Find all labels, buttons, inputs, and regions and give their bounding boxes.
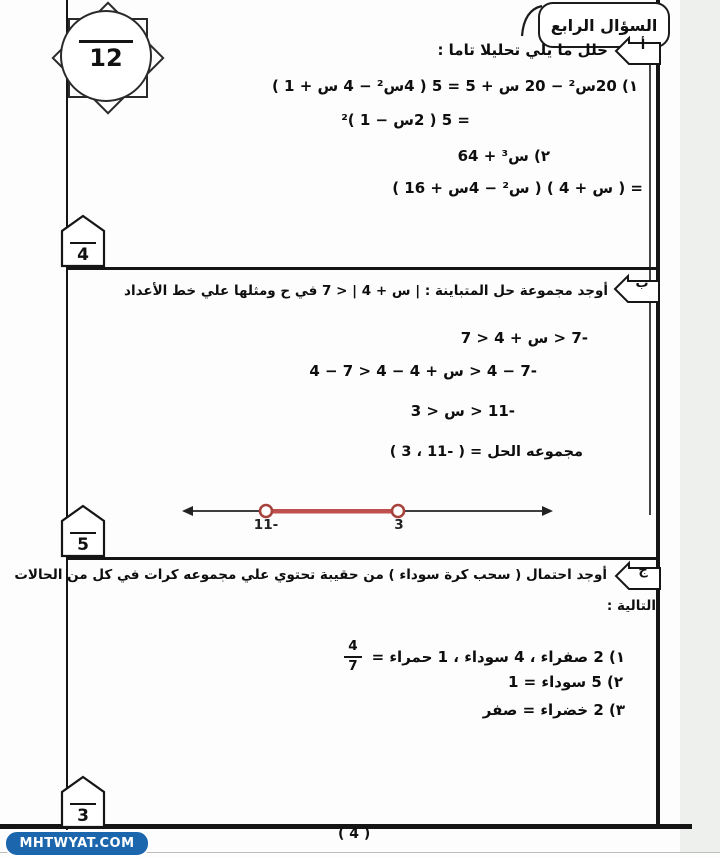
number-line-label-left: -11 bbox=[253, 517, 279, 533]
part-c-prompt-line1: أوجد احتمال ( سحب كرة سوداء ) من حقيبة تحتوي علي مجموعه كرات في كل من الحالات bbox=[14, 567, 607, 583]
section-divider-2 bbox=[66, 557, 658, 560]
probability-item-1 bbox=[334, 636, 625, 678]
page-number: ( 4 ) bbox=[338, 826, 371, 842]
fraction-numerator: 4 bbox=[344, 639, 361, 658]
part-a-score-marker bbox=[60, 214, 106, 268]
watermark-badge bbox=[4, 830, 150, 857]
part-c-label: ج bbox=[638, 563, 648, 578]
part-a-label: أ bbox=[640, 38, 646, 53]
part-b-score-marker bbox=[60, 504, 106, 558]
probability-item-3: ٣) 2 خضراء = صفر bbox=[482, 701, 625, 719]
total-score-value: 12 bbox=[79, 40, 132, 72]
open-endpoint-right bbox=[392, 505, 404, 517]
part-c-score-marker bbox=[60, 775, 106, 829]
title-tail-curl bbox=[520, 4, 544, 38]
page-border-left bbox=[66, 0, 68, 830]
part-c-prompt-line2: التالية : bbox=[606, 598, 656, 614]
part-b-label: ب bbox=[635, 276, 649, 291]
page-border-right bbox=[656, 0, 660, 828]
inequality-step-1: -7 < س + 4 < 7 bbox=[460, 329, 588, 347]
part-a-prompt: حلل ما يلي تحليلا تاما : bbox=[437, 41, 608, 59]
left-arrowhead-icon bbox=[182, 506, 193, 516]
part-b-score: 5 bbox=[70, 532, 96, 555]
section-divider-1 bbox=[66, 267, 658, 270]
probability-item-1-text: ١) 2 صفراء ، 4 سوداء ، 1 حمراء = bbox=[371, 648, 625, 666]
right-arrowhead-icon bbox=[542, 506, 553, 516]
number-line bbox=[180, 492, 555, 534]
probability-item-2: ٢) 5 سوداء = 1 bbox=[507, 673, 623, 691]
part-c-marker bbox=[614, 559, 662, 591]
part-b-prompt: أوجد مجموعة حل المتباينة : | س + 4 | < 7 في ح ومثلها علي خط الأعداد bbox=[124, 283, 608, 299]
probability-fraction bbox=[344, 639, 361, 674]
solution-set-line: مجموعه الحل = ( -11 ، 3 ) bbox=[389, 444, 583, 460]
watermark-text: MHTWYAT.COM bbox=[19, 836, 135, 851]
part-a-marker bbox=[614, 34, 662, 66]
badge-circle-shape bbox=[60, 10, 152, 102]
factoring-line-2: = 5 ( 2س − 1 )² bbox=[341, 111, 470, 129]
factoring-line-4: = ( س + 4 ) ( س² − 4س + 16 ) bbox=[392, 179, 643, 197]
scan-edge-strip bbox=[680, 0, 720, 852]
number-line-label-right: 3 bbox=[394, 517, 404, 533]
part-a-score: 4 bbox=[70, 242, 96, 265]
inequality-step-2: -7 − 4 < س + 4 − 4 < 7 − 4 bbox=[309, 362, 537, 380]
factoring-line-1: ١) 20س² − 20 س + 5 = 5 ( 4س² − 4 س + 1 ) bbox=[271, 77, 638, 95]
factoring-line-3: ٢) س³ + 64 bbox=[457, 147, 550, 165]
solution-interval-segment bbox=[272, 509, 392, 514]
inequality-step-3: -11 < س < 3 bbox=[410, 402, 515, 420]
part-b-marker bbox=[613, 272, 661, 304]
total-score-badge bbox=[52, 2, 160, 110]
fraction-denominator: 7 bbox=[348, 658, 358, 674]
open-endpoint-left bbox=[260, 505, 272, 517]
question-title: السؤال الرابع bbox=[550, 15, 658, 35]
part-c-score: 3 bbox=[70, 803, 96, 826]
